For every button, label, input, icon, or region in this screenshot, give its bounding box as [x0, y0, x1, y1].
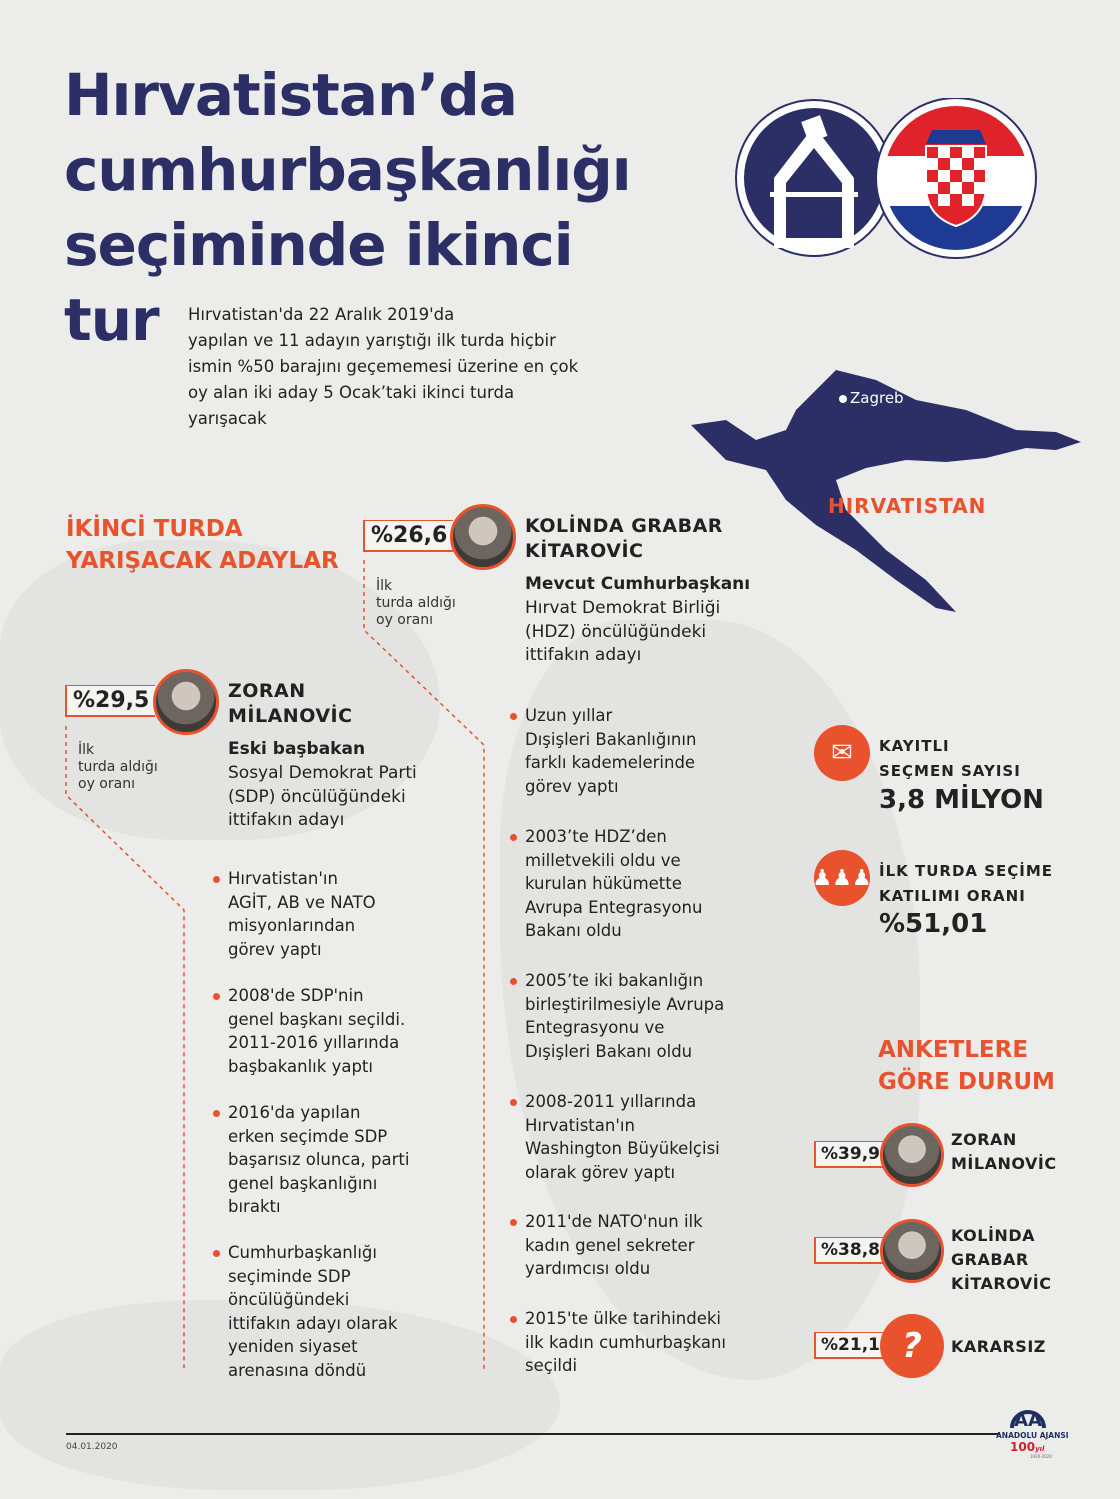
kolinda-poll-photo	[880, 1219, 944, 1283]
kolinda-name: KOLİNDA GRABAR KİTAROVİC	[525, 515, 723, 562]
poll-percent: %38,8	[814, 1237, 885, 1264]
poll-percent: %39,9	[814, 1141, 885, 1168]
zoran-bullet: 2008'de SDP'nin genel başkanı seçildi. 2011-2016 yıllarında başbakanlık yaptı	[228, 984, 405, 1078]
anniversary-logo	[1010, 1440, 1044, 1454]
poll-name: ZORAN MİLANOVİC	[951, 1130, 1057, 1173]
kolinda-party: Hırvat Demokrat Birliği (HDZ) öncülüğündeki ittifakın adayı	[525, 598, 721, 665]
svg-text:AA: AA	[1014, 1410, 1042, 1430]
stat-label: İLK TURDA SEÇİME KATILIMI ORANI	[879, 862, 1054, 905]
kolinda-bullet: 2003’te HDZ’den milletvekili oldu ve kurulan hükümette Avrupa Entegrasyonu Bakanı oldu	[525, 825, 702, 943]
footer-date: 04.01.2020	[66, 1442, 118, 1452]
zoran-poll-photo	[880, 1123, 944, 1187]
kolinda-bullet: 2011'de NATO'nun ilk kadın genel sekreter yardımcısı oldu	[525, 1210, 703, 1281]
ballot-hand-icon: ✉	[814, 725, 870, 781]
anniversary-number: 100	[1010, 1440, 1036, 1454]
zoran-role: Eski başbakan	[228, 739, 366, 759]
aa-logo-icon	[1008, 1396, 1048, 1430]
poll-name: KARARSIZ	[951, 1337, 1046, 1356]
polls-heading: ANKETLERE GÖRE DURUM	[878, 1037, 1055, 1095]
kolinda-role: Mevcut Cumhurbaşkanı	[525, 574, 751, 594]
kolinda-bullet: Uzun yıllar Dışişleri Bakanlığının farklı kademelerinde görev yaptı	[525, 704, 696, 798]
zoran-bullet: 2016'da yapılan erken seçimde SDP başarısız olunca, parti genel başkanlığını bıraktı	[228, 1101, 409, 1219]
page-title: Hırvatistan’da cumhurbaşkanlığı seçiminde ikinci tur	[64, 61, 631, 354]
zoran-name: ZORAN MİLANOVİC	[228, 680, 353, 727]
kolinda-bullet: 2008-2011 yıllarında Hırvatistan'ın Washington Büyükelçisi olarak görev yaptı	[525, 1090, 720, 1184]
kolinda-bullet: 2015'te ülke tarihindeki ilk kadın cumhurbaşkanı seçildi	[525, 1307, 726, 1378]
poll-name: KOLİNDA GRABAR KİTAROVİC	[951, 1226, 1052, 1293]
map-city-label: Zagreb	[850, 389, 904, 407]
intro-text: Hırvatistan'da 22 Aralık 2019'da yapılan ve 11 adayın yarıştığı ilk turda hiçbir ismin %50 barajını geçememesi üzerine en çok oy alan iki aday 5 Ocak’taki ikinci turda yarışacak	[188, 305, 579, 428]
zoran-bullet: Cumhurbaşkanlığı seçiminde SDP öncülüğündeki ittifakın adayı olarak yeniden siyaset arenasına döndü	[228, 1241, 397, 1382]
first-round-label: İlk turda aldığı oy oranı	[376, 578, 456, 628]
candidates-heading: İKİNCİ TURDA YARIŞACAK ADAYLAR	[66, 516, 339, 574]
kolinda-bullet: 2005’te iki bakanlığın birleştirilmesiyle Avrupa Entegrasyonu ve Dışişleri Bakanı oldu	[525, 969, 724, 1063]
question-mark-icon: ?	[880, 1314, 944, 1378]
kolinda-photo	[450, 504, 516, 570]
agency-name: ANADOLU AJANSI	[996, 1431, 1069, 1440]
footer-divider	[66, 1433, 1000, 1435]
poll-percent: %21,1	[814, 1332, 885, 1359]
kolinda-first-round-percent: %26,6	[363, 520, 453, 552]
first-round-label: İlk turda aldığı oy oranı	[78, 742, 158, 792]
anniversary-word: yıl	[1035, 1445, 1045, 1453]
people-icon: ♟♟♟	[814, 850, 870, 906]
stat-value: 3,8 MİLYON	[879, 785, 1044, 815]
anniversary-years: 1920-2020	[1030, 1454, 1052, 1459]
stat-value: %51,01	[879, 909, 988, 939]
zoran-first-round-percent: %29,5	[65, 685, 155, 717]
map-country-label: HIRVATISTAN	[828, 494, 987, 518]
zoran-bullet: Hırvatistan'ın AGİT, AB ve NATO misyonlarından görev yaptı	[228, 867, 376, 961]
zoran-party: Sosyal Demokrat Parti (SDP) öncülüğündeki ittifakın adayı	[228, 763, 417, 830]
zoran-photo	[153, 669, 219, 735]
stat-label: KAYITLI SEÇMEN SAYISI	[879, 737, 1021, 780]
